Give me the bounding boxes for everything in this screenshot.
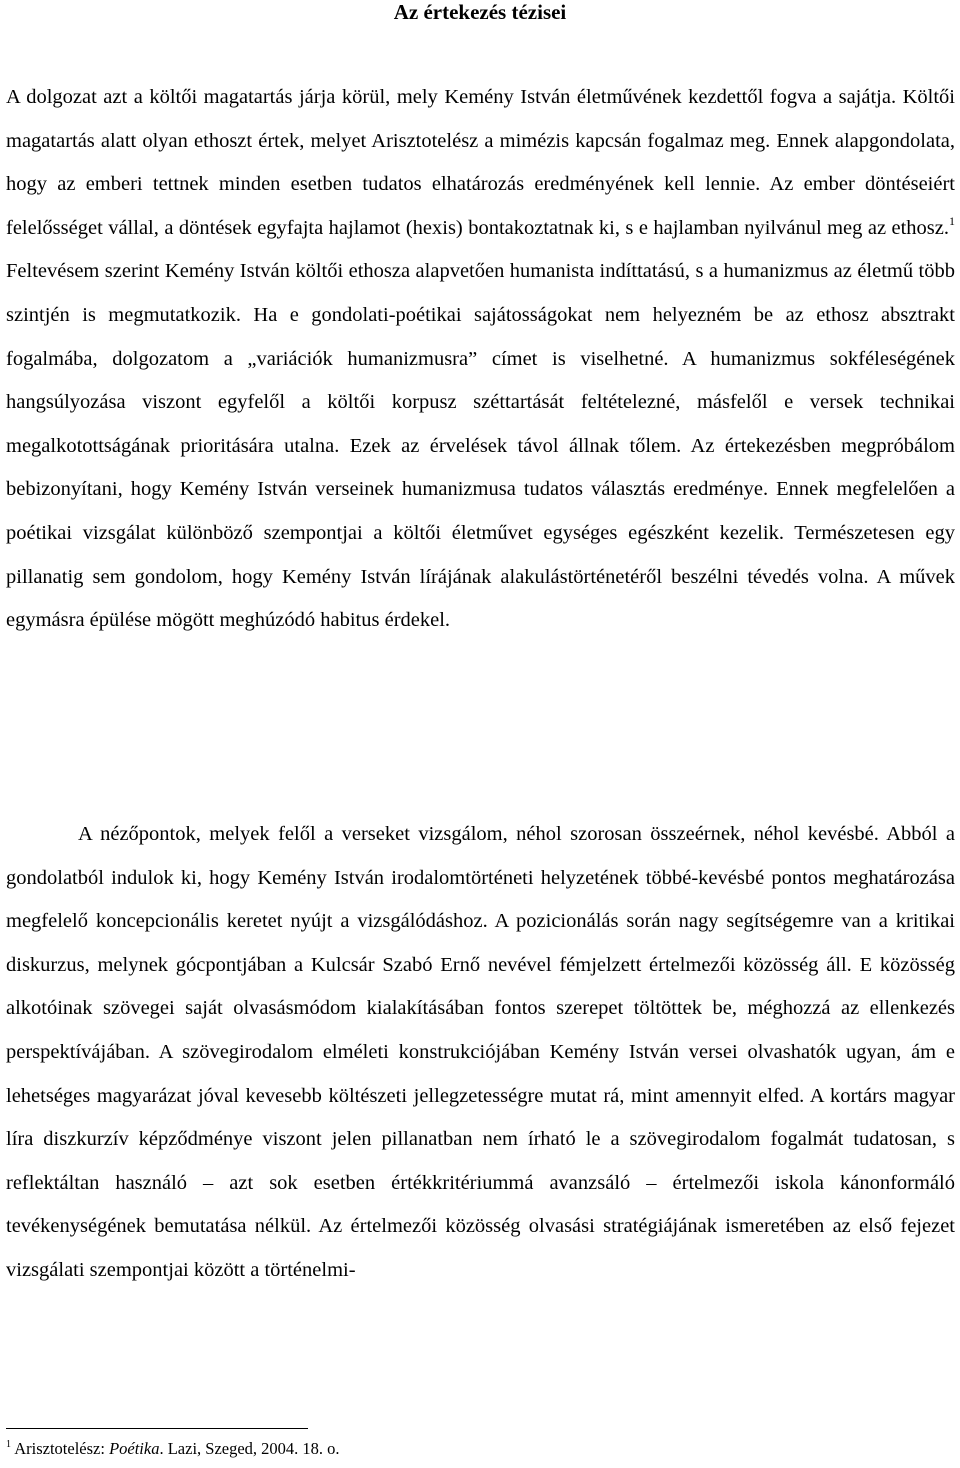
document-title: Az értekezés tézisei — [393, 0, 567, 24]
footnote — [6, 1438, 340, 1460]
footnote-number: 1 — [6, 1439, 11, 1450]
footnote-reference[interactable]: 1 — [949, 213, 955, 228]
paragraph-1-text-a: A dolgozat azt a költői magatartás járja körül, mely Kemény István életművének kezdettől fogva a sajátja. Költői magatartás alatt olyan ethoszt értek, melyet Arisztotelész a mimézis kapcsán fogalmaz meg. Ennek alapgondolata, hogy az emberi tettnek minden esetben tudatos elhatározás eredményének kell lennie. Az ember döntéseiért felelősséget vállal, a döntések egyfajta hajlamot (hexis) bontakoztatnak ki, s e hajlamban nyilvánul meg az ethosz. — [6, 86, 955, 239]
footnote-separator — [6, 1428, 308, 1429]
paragraph-1 — [6, 76, 955, 643]
footnote-author: Arisztotelész: — [14, 1439, 110, 1458]
footnote-work-title: Poétika — [109, 1439, 160, 1458]
paragraph-1-text-b: Feltevésem szerint Kemény István költői ethosza alapvetően humanista indíttatású, s a humanizmus az életmű több szintjén is megmutatkozik. Ha e gondolati-poétikai sajátosságokat nem helyezném be az ethosz absztrakt fogalmába, dolgozatom a „variációk humanizmusra” címet is viselhetné. A humanizmus sokféleségének hangsúlyozása viszont egyfelől a költői korpusz széttartását feltételezné, másfelől e versek technikai megalkotottságának prioritására utalna. Ezek az érvelések távol állnak tőlem. Az értekezésben megpróbálom bebizonyítani, hogy Kemény István verseinek humanizmusa tudatos választás eredménye. Ennek megfelelően a poétikai vizsgálat különböző szempontjai a költői életművet egységes egészként kezelik. Természetesen egy pillanatig sem gondolom, hogy Kemény István lírájának alakulástörténetéről beszélni tévedés volna. A művek egymásra épülése mögött meghúzódó habitus érdekel. — [6, 260, 955, 632]
footnote-publication: . Lazi, Szeged, 2004. 18. o. — [159, 1439, 340, 1458]
paragraph-2: A nézőpontok, melyek felől a verseket vizsgálom, néhol szorosan összeérnek, néhol kevésbé. Abból a gondolatból indulok ki, hogy Kemény István irodalomtörténeti helyzetének többé-kevésbé pontos meghatározása megfelelő koncepcionális keretet nyújt a vizsgálódáshoz. A pozicionálás során nagy segítségemre van a kritikai diskurzus, melynek gócpontjában a Kulcsár Szabó Ernő nevével fémjelzett értelmezői közösség áll. E közösség alkotóinak szövegei saját olvasásmódom kialakításában fontos szerepet töltöttek be, méghozzá az ellenkezés perspektívájában. A szövegirodalom elméleti konstrukciójában Kemény István versei olvashatók ugyan, ám e lehetséges magyarázat jóval kevesebb költészeti jellegzetességre mutat rá, mint amennyit elfed. A kortárs magyar líra diszkurzív képződménye viszont jelen pillanatban nem írható le a szövegirodalom fogalmát tudatosan, s reflektáltan használó – azt sok esetben értékkritériummá avanzsáló – értelmezői iskola kánonformáló tevékenységének bemutatása nélkül. Az értelmezői közösség olvasási stratégiájának ismeretében az első fejezet vizsgálati szempontjai között a történelmi- — [6, 823, 955, 1281]
footnote-text — [14, 1439, 339, 1458]
